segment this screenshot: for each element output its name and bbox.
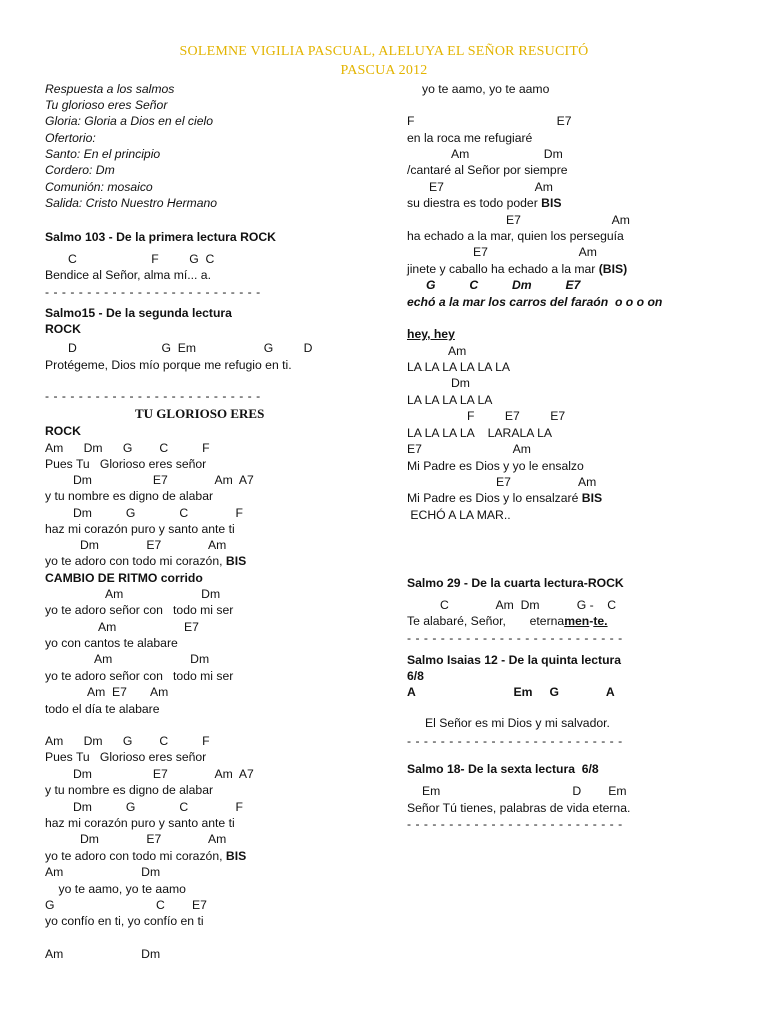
chord-line: Am Dm (94, 652, 210, 666)
lyric-line: yo te adoro con todo mi corazón, BIS (45, 849, 247, 863)
chord-line: E7 Am (429, 180, 553, 194)
chord-line: Am Dm (105, 587, 221, 601)
lyric-line: LA LA LA LA LARALA LA (407, 426, 553, 440)
chord-line: Am E7 Am (87, 685, 169, 699)
lyric-line: LA LA LA LA LA (407, 393, 493, 407)
lyric-line: ECHÓ A LA MAR.. (407, 508, 511, 522)
program-item: Comunión: mosaico (45, 180, 153, 194)
lyric-line: Mi Padre es Dios y lo ensalzaré BIS (407, 491, 603, 505)
separator: - - - - - - - - - - - - - - - - - - - - - - - - - - (45, 285, 261, 299)
chord-line: Dm E7 Am A7 (73, 473, 254, 487)
chord-line: Dm E7 Am (80, 538, 227, 552)
separator: - - - - - - - - - - - - - - - - - - - - - - - - - - (45, 389, 261, 403)
chord-line: E7 Am (506, 213, 630, 227)
chord-line: Am Dm G C F (45, 734, 210, 748)
chord-line: Dm E7 Am A7 (73, 767, 254, 781)
lyric-line: yo te adoro señor con todo mi ser (45, 669, 234, 683)
lyric-line: Señor Tú tienes, palabras de vida eterna. (407, 801, 631, 815)
chord-line: Am (448, 344, 467, 358)
section-heading: Salmo 103 - De la primera lectura ROCK (45, 230, 276, 244)
chord-line: C F G C (68, 252, 215, 266)
section-heading: Salmo 29 - De la cuarta lectura-ROCK (407, 576, 624, 590)
separator: - - - - - - - - - - - - - - - - - - - - - - - - - - (407, 817, 623, 831)
rhythm-change: CAMBIO DE RITMO corrido (45, 571, 203, 585)
song-title: TU GLORIOSO ERES (135, 406, 265, 421)
bis-marker: BIS (541, 196, 562, 210)
chord-line: Dm G C F (73, 506, 243, 520)
lyric-line: El Señor es mi Dios y mi salvador. (425, 716, 610, 730)
bis-marker: BIS (581, 491, 603, 505)
lyric-line: y tu nombre es digno de alabar (45, 489, 214, 503)
chord-line: E7 Am (407, 442, 531, 456)
chord-line: Am Dm G C F (45, 441, 210, 455)
lyric-line: todo el día te alabare (45, 702, 160, 716)
chord-line: Dm E7 Am (80, 832, 227, 846)
lyric-line: y tu nombre es digno de alabar (45, 783, 214, 797)
lyric-line: Mi Padre es Dios y yo le ensalzo (407, 459, 584, 473)
section-heading: ROCK (45, 322, 81, 336)
lyric-line: yo te adoro señor con todo mi ser (45, 603, 234, 617)
lyric-line: Bendice al Señor, alma mí... a. (45, 268, 211, 282)
chord-line: Dm (451, 376, 470, 390)
song-style: ROCK (45, 424, 81, 438)
lyric-line: echó a la mar los carros del faraón o o o on (407, 295, 663, 309)
separator: - - - - - - - - - - - - - - - - - - - - - - - - - - (407, 734, 623, 748)
lyric-line: /cantaré al Señor por siempre (407, 163, 568, 177)
lyric-line: LA LA LA LA LA LA (407, 360, 511, 374)
lyric-line: yo te aamo, yo te aamo (45, 882, 186, 896)
lyric-line: Pues Tu Glorioso eres señor (45, 457, 207, 471)
lyric-line: jinete y caballo ha echado a la mar (BIS) (407, 262, 628, 276)
chord-line: G C Dm E7 (426, 278, 581, 292)
chord-line: Am Dm (451, 147, 563, 161)
lyric-line: yo te adoro con todo mi corazón, BIS (45, 554, 247, 568)
page-title: SOLEMNE VIGILIA PASCUAL, ALELUYA EL SEÑOR RESUCITÓ (179, 44, 589, 59)
separator: - - - - - - - - - - - - - - - - - - - - - - - - - - (407, 631, 623, 645)
chord-line: Am Dm (45, 947, 161, 961)
chord-line: E7 Am (496, 475, 597, 489)
hey-line: hey, hey (407, 327, 455, 341)
chord-line: A Em G A (407, 685, 615, 699)
program-item: Cordero: Dm (45, 163, 115, 177)
page-subtitle: PASCUA 2012 (340, 63, 428, 78)
lyric-line: ha echado a la mar, quien los perseguía (407, 229, 624, 243)
program-item: Gloria: Gloria a Dios en el cielo (45, 114, 213, 128)
lyric-line: haz mi corazón puro y santo ante ti (45, 522, 235, 536)
chord-line: F E7 E7 (467, 409, 566, 423)
lyric-line: yo confío en ti, yo confío en ti (45, 914, 204, 928)
chord-line: E7 Am (473, 245, 597, 259)
chord-line: C Am Dm G - C (440, 598, 617, 612)
bis-marker: BIS (225, 849, 247, 863)
lyric-line: su diestra es todo poder BIS (407, 196, 562, 210)
bis-marker: BIS (225, 554, 247, 568)
lyric-line: Pues Tu Glorioso eres señor (45, 750, 207, 764)
chord-line: D G Em G D (68, 341, 313, 355)
chord-line: F E7 (407, 114, 572, 128)
chord-line: Am E7 (98, 620, 199, 634)
section-heading: Salmo Isaias 12 - De la quinta lectura (407, 653, 622, 667)
program-item: Santo: En el principio (45, 147, 161, 161)
program-item: Salida: Cristo Nuestro Hermano (45, 196, 218, 210)
program-item: Respuesta a los salmos (45, 82, 175, 96)
program-item: Tu glorioso eres Señor (45, 98, 168, 112)
chord-line: Dm G C F (73, 800, 243, 814)
lyric-line: yo con cantos te alabare (45, 636, 178, 650)
chord-line: G C E7 (45, 898, 207, 912)
section-heading: Salmo15 - De la segunda lectura (45, 306, 232, 320)
section-heading: Salmo 18- De la sexta lectura 6/8 (407, 762, 599, 776)
section-heading: 6/8 (407, 669, 424, 683)
program-item: Ofertorio: (45, 131, 96, 145)
chord-line: Am Dm (45, 865, 161, 879)
chord-line: Em D Em (422, 784, 627, 798)
bis-marker: (BIS) (598, 262, 628, 276)
lyric-line: haz mi corazón puro y santo ante ti (45, 816, 235, 830)
lyric-line: en la roca me refugiaré (407, 131, 533, 145)
lyric-line: Protégeme, Dios mío porque me refugio en ti. (45, 358, 292, 372)
lyric-line: yo te aamo, yo te aamo (422, 82, 550, 96)
lyric-line: Te alabaré, Señor, eternamen-te. (407, 614, 608, 628)
